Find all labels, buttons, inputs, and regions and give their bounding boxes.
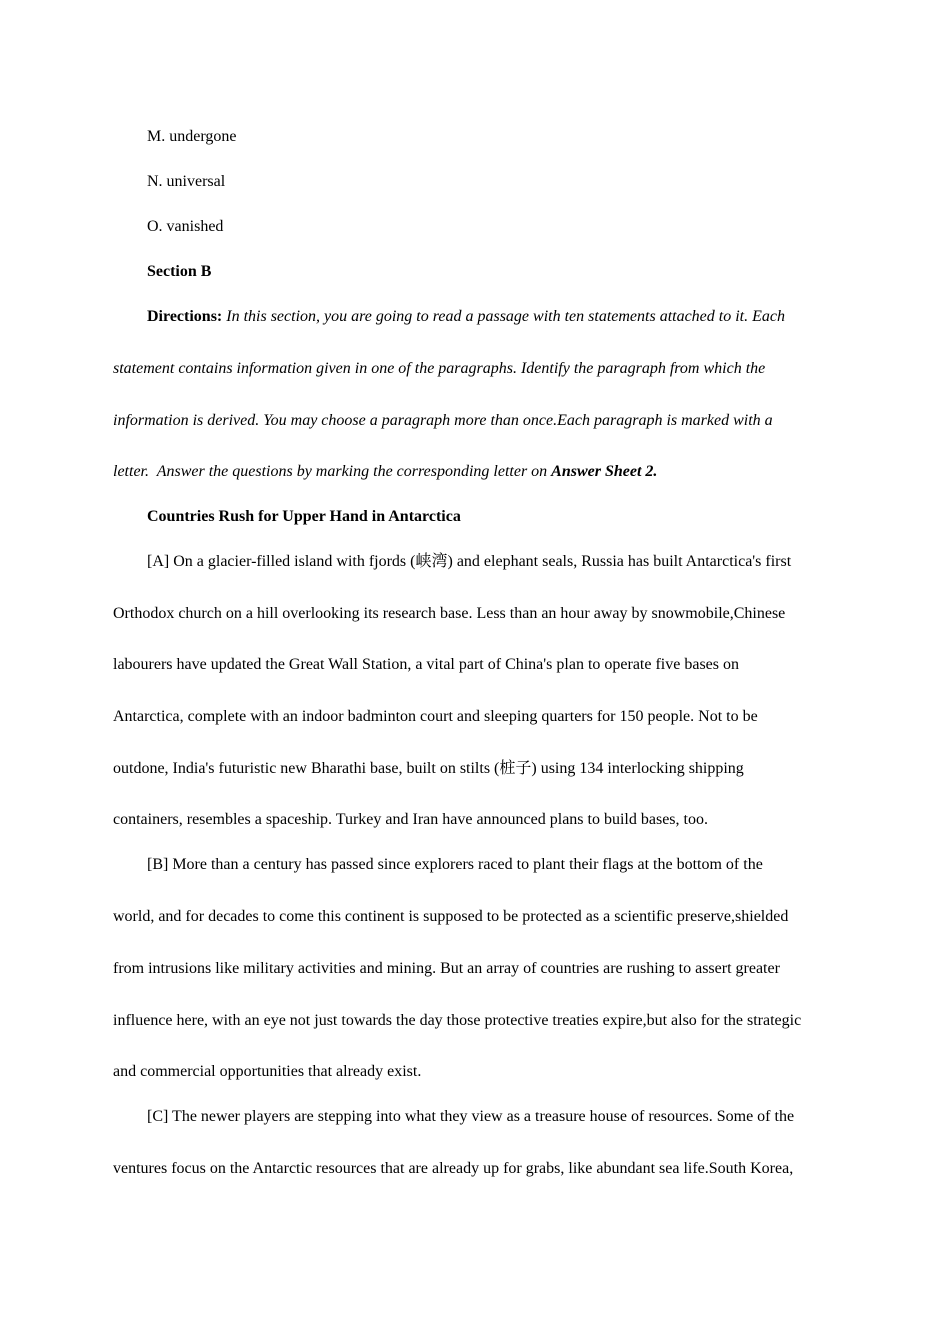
para-a-line: [A] On a glacier-filled island with fjords (峡湾) and elephant seals, Russia has built Antarctica's first [147,553,792,570]
para-b-line: [B] More than a century has passed since explorers raced to plant their flags at the bottom of the [147,856,763,873]
directions-label: Directions: [147,308,223,325]
para-a-line: Antarctica, complete with an indoor badminton court and sleeping quarters for 150 people. Not to be [113,708,758,725]
option-m: M. undergone [147,128,237,145]
para-b-line: from intrusions like military activities and mining. But an array of countries are rushing to assert greater [113,960,780,977]
para-a-line: containers, resembles a spaceship. Turkey and Iran have announced plans to build bases, too. [113,811,708,828]
answer-sheet-ref: Answer Sheet 2. [551,463,658,480]
para-b-line: and commercial opportunities that already exist. [113,1063,422,1080]
directions-line-2: statement contains information given in one of the paragraphs. Identify the paragraph from which the [113,360,766,377]
directions-text-4: letter. Answer the questions by marking the corresponding letter on [113,463,552,480]
directions-line-3: information is derived. You may choose a paragraph more than once.Each paragraph is marked with a [113,412,773,429]
passage-title: Countries Rush for Upper Hand in Antarctica [147,508,461,525]
para-c-line: ventures focus on the Antarctic resources that are already up for grabs, like abundant sea life.South Korea, [113,1160,794,1177]
para-c-line: [C] The newer players are stepping into what they view as a treasure house of resources. Some of the [147,1108,795,1125]
para-b-line: world, and for decades to come this continent is supposed to be protected as a scientific preserve,shielded [113,908,789,925]
directions-line-4 [113,462,657,482]
directions-line-1 [147,307,785,327]
directions-text-1: In this section, you are going to read a passage with ten statements attached to it. Each [226,308,785,325]
option-o: O. vanished [147,218,224,235]
para-b-line: influence here, with an eye not just towards the day those protective treaties expire,but also for the strategic [113,1012,802,1029]
option-n: N. universal [147,173,226,190]
para-a-line: labourers have updated the Great Wall Station, a vital part of China's plan to operate five bases on [113,656,739,673]
para-a-line: Orthodox church on a hill overlooking its research base. Less than an hour away by snowmobile,Chinese [113,605,786,622]
section-heading: Section B [147,263,212,280]
para-a-line: outdone, India's futuristic new Bharathi base, built on stilts (桩子) using 134 interlocking shipping [113,760,744,777]
